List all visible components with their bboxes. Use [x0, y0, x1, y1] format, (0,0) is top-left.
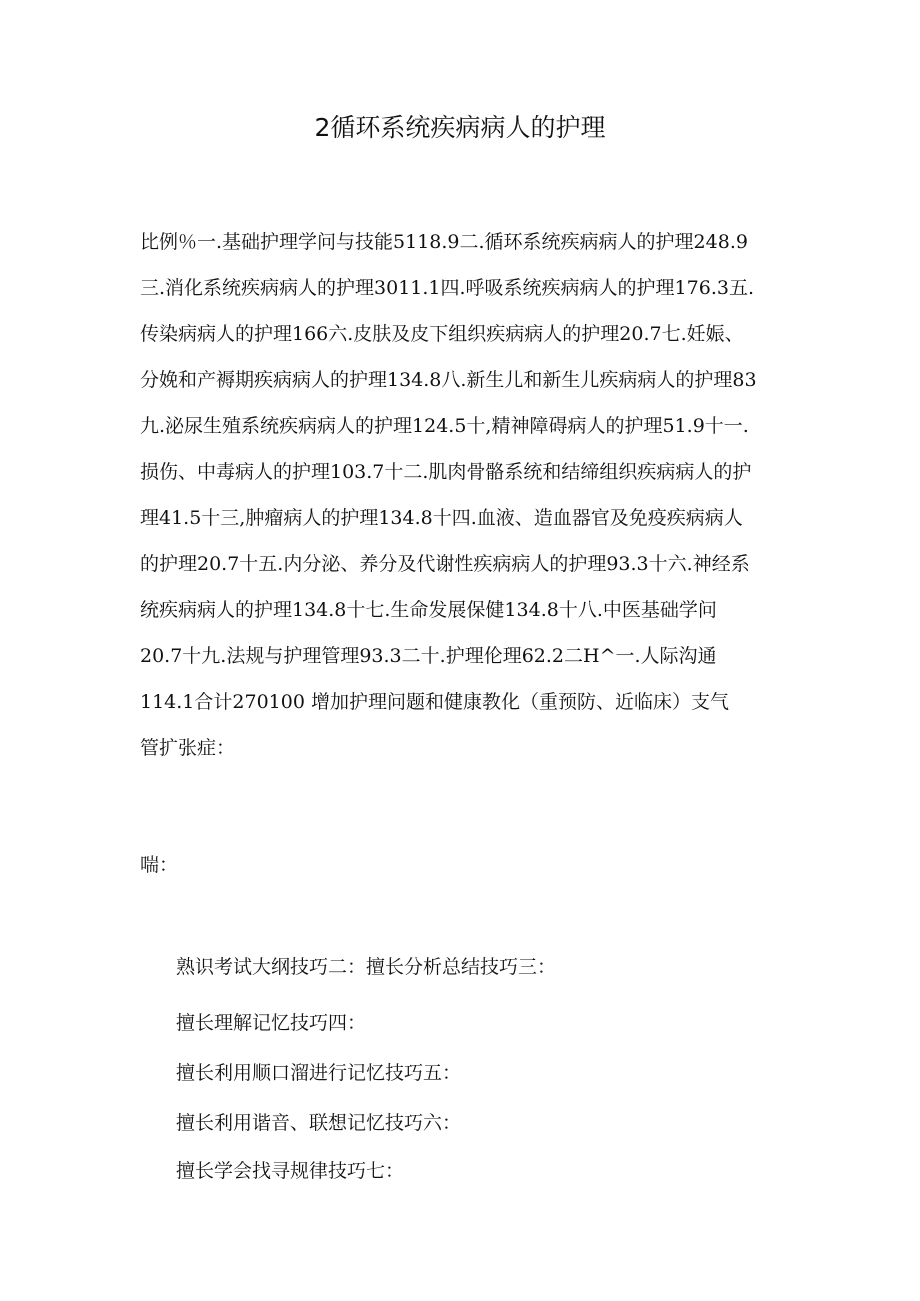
- body-line: 传染病病人的护理166六.皮肤及皮下组织疾病病人的护理20.7七.妊娠、: [140, 323, 744, 345]
- body-line: 分娩和产褥期疾病病人的护理134.8八.新生儿和新生儿疾病病人的护理83: [140, 369, 757, 391]
- body-line: 114.1合计270100 增加护理问题和健康教化（重预防、近临床）支气: [140, 691, 729, 713]
- body-line: 九.泌尿生殖系统疾病病人的护理124.5十,精神障碍病人的护理51.9十一.: [140, 415, 749, 437]
- page-title: 2循环系统疾病病人的护理: [314, 113, 606, 142]
- tip-line: 擅长利用谐音、联想记忆技巧六：: [176, 1112, 462, 1134]
- body-line: 的护理20.7十五.内分泌、养分及代谢性疾病病人的护理93.3十六.神经系: [140, 553, 750, 575]
- body-line: 管扩张症：: [140, 737, 236, 759]
- body-line: 损伤、中毒病人的护理103.7十二.肌肉骨骼系统和结缔组织疾病病人的护: [140, 461, 752, 483]
- body-line: 20.7十九.法规与护理管理93.3二十.护理伦理62.2二H^一.人际沟通: [140, 645, 717, 667]
- body-line: 统疾病病人的护理134.8十七.生命发展保健134.8十八.中医基础学问: [140, 599, 717, 621]
- body-line: 三.消化系统疾病病人的护理3011.1四.呼吸系统疾病病人的护理176.3五.: [140, 277, 754, 299]
- tip-line: 熟识考试大纲技巧二：擅长分析总结技巧三：: [176, 956, 557, 978]
- tip-line: 擅长理解记忆技巧四：: [176, 1012, 367, 1034]
- body-line: 理41.5十三,肿瘤病人的护理134.8十四.血液、造血器官及免疫疾病病人: [140, 507, 743, 529]
- body-line: 比例％一.基础护理学问与技能5118.9二.循环系统疾病病人的护理248.9: [140, 231, 748, 253]
- tip-line: 擅长学会找寻规律技巧七：: [176, 1160, 405, 1182]
- nursing-item-continuation: 喘：: [140, 854, 179, 876]
- tip-line: 擅长利用顺口溜进行记忆技巧五：: [176, 1062, 462, 1084]
